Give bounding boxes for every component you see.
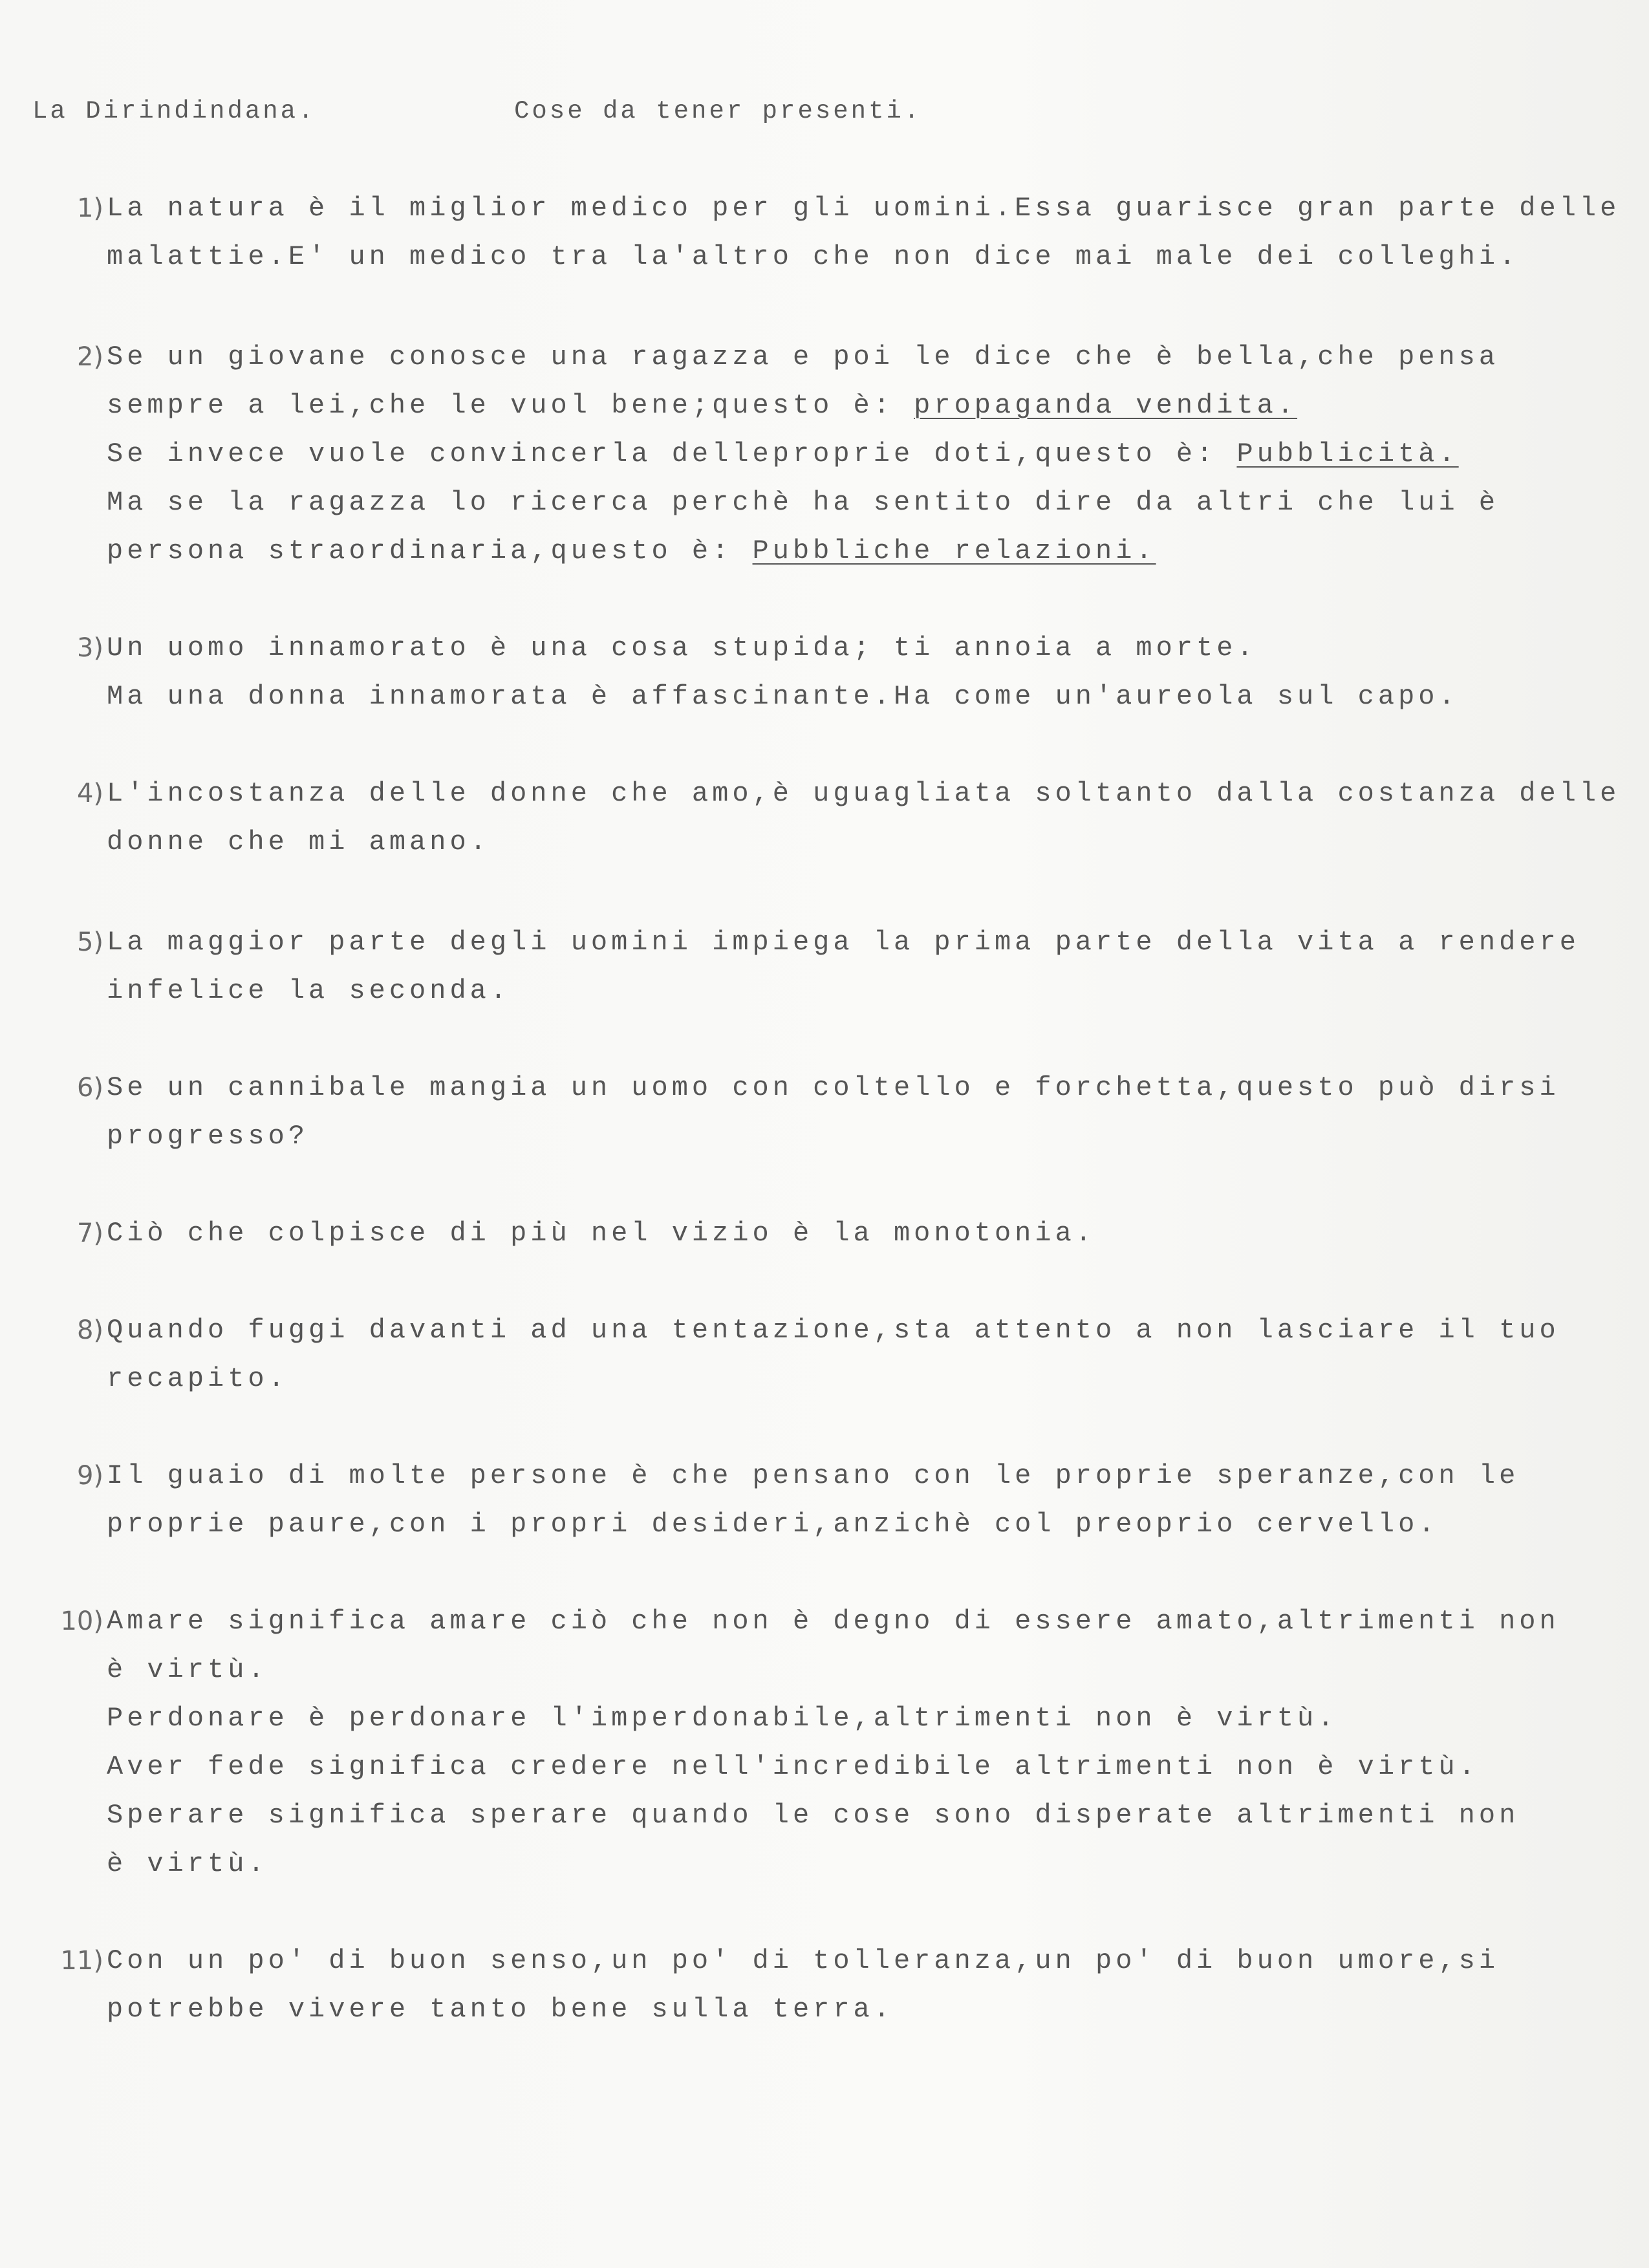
item-line: recapito. bbox=[107, 1363, 288, 1394]
header bbox=[32, 97, 922, 125]
item-number: 8) bbox=[76, 1315, 103, 1345]
item-line bbox=[107, 382, 1499, 430]
item-number: 7) bbox=[76, 1218, 103, 1248]
document-title: La Dirindindana. bbox=[32, 97, 316, 125]
item-line-text: persona straordinaria,questo è: bbox=[107, 535, 753, 567]
item-line: La natura è il miglior medico per gli uomini.Essa guarisce gran parte delle bbox=[107, 193, 1621, 224]
item-number: 4) bbox=[76, 779, 103, 808]
item-line: Se un cannibale mangia un uomo con coltello e forchetta,questo può dirsi bbox=[107, 1072, 1560, 1103]
item-number: 1) bbox=[76, 193, 103, 223]
item-line: Sperare significa sperare quando le cose sono disperate altrimenti non bbox=[107, 1800, 1520, 1831]
item-line-text: sempre a lei,che le vuol bene;questo è: bbox=[107, 390, 914, 421]
item-line-text: Se invece vuole convincerla delleproprie doti,questo è: bbox=[107, 438, 1237, 470]
item-line: proprie paure,con i propri desideri,anzichè col preoprio cervello. bbox=[107, 1509, 1439, 1540]
item-line: L'incostanza delle donne che amo,è uguagliata soltanto dalla costanza delle bbox=[107, 778, 1621, 809]
item-line: malattie.E' un medico tra la'altro che non dice mai male dei colleghi. bbox=[107, 241, 1520, 272]
item-line: Il guaio di molte persone è che pensano con le proprie speranze,con le bbox=[107, 1460, 1520, 1491]
item-line: Ma se la ragazza lo ricerca perchè ha sentito dire da altri che lui è bbox=[107, 487, 1500, 518]
item-line: Quando fuggi davanti ad una tentazione,sta attento a non lasciare il tuo bbox=[107, 1315, 1560, 1346]
item-line: donne che mi amano. bbox=[107, 826, 490, 858]
emphasis-pubbliche-relazioni: Pubbliche relazioni. bbox=[752, 535, 1156, 567]
item-line: potrebbe vivere tanto bene sulla terra. bbox=[107, 1994, 894, 2025]
item-line: è virtù. bbox=[107, 1848, 268, 1879]
item-line bbox=[107, 430, 1499, 479]
item-line: La maggior parte degli uomini impiega la prima parte della vita a rendere bbox=[107, 927, 1580, 958]
emphasis-pubblicita: Pubblicità. bbox=[1236, 438, 1459, 470]
item-line: Se un giovane conosce una ragazza e poi le dice che è bella,che pensa bbox=[107, 341, 1500, 373]
item-number: 2) bbox=[76, 342, 103, 372]
item-number: 11) bbox=[60, 1946, 103, 1976]
item-line: progresso? bbox=[107, 1121, 309, 1152]
item-line: Perdonare è perdonare l'imperdonabile,altrimenti non è virtù. bbox=[107, 1703, 1338, 1734]
item-line: Aver fede significa credere nell'incredibile altrimenti non è virtù. bbox=[107, 1751, 1479, 1782]
item-number: 5) bbox=[76, 927, 103, 957]
item-line bbox=[107, 527, 1499, 576]
item-number: 6) bbox=[76, 1073, 103, 1103]
item-line: Ma una donna innamorata è affascinante.Ha come un'aureola sul capo. bbox=[107, 681, 1459, 712]
item-number: 10) bbox=[60, 1606, 103, 1636]
item-line: infelice la seconda. bbox=[107, 975, 511, 1006]
item-line: Un uomo innamorato è una cosa stupida; ti annoia a morte. bbox=[107, 632, 1257, 664]
item-line: è virtù. bbox=[107, 1654, 268, 1685]
document-subtitle: Cose da tener presenti. bbox=[514, 97, 922, 125]
item-line: Con un po' di buon senso,un po' di tolleranza,un po' di buon umore,si bbox=[107, 1945, 1500, 1976]
item-number: 3) bbox=[76, 633, 103, 663]
item-line: Ciò che colpisce di più nel vizio è la monotonia. bbox=[107, 1218, 1096, 1249]
item-line: Amare significa amare ciò che non è degno di essere amato,altrimenti non bbox=[107, 1606, 1560, 1637]
emphasis-propaganda-vendita: propaganda vendita. bbox=[914, 390, 1298, 421]
item-number: 9) bbox=[76, 1461, 103, 1491]
